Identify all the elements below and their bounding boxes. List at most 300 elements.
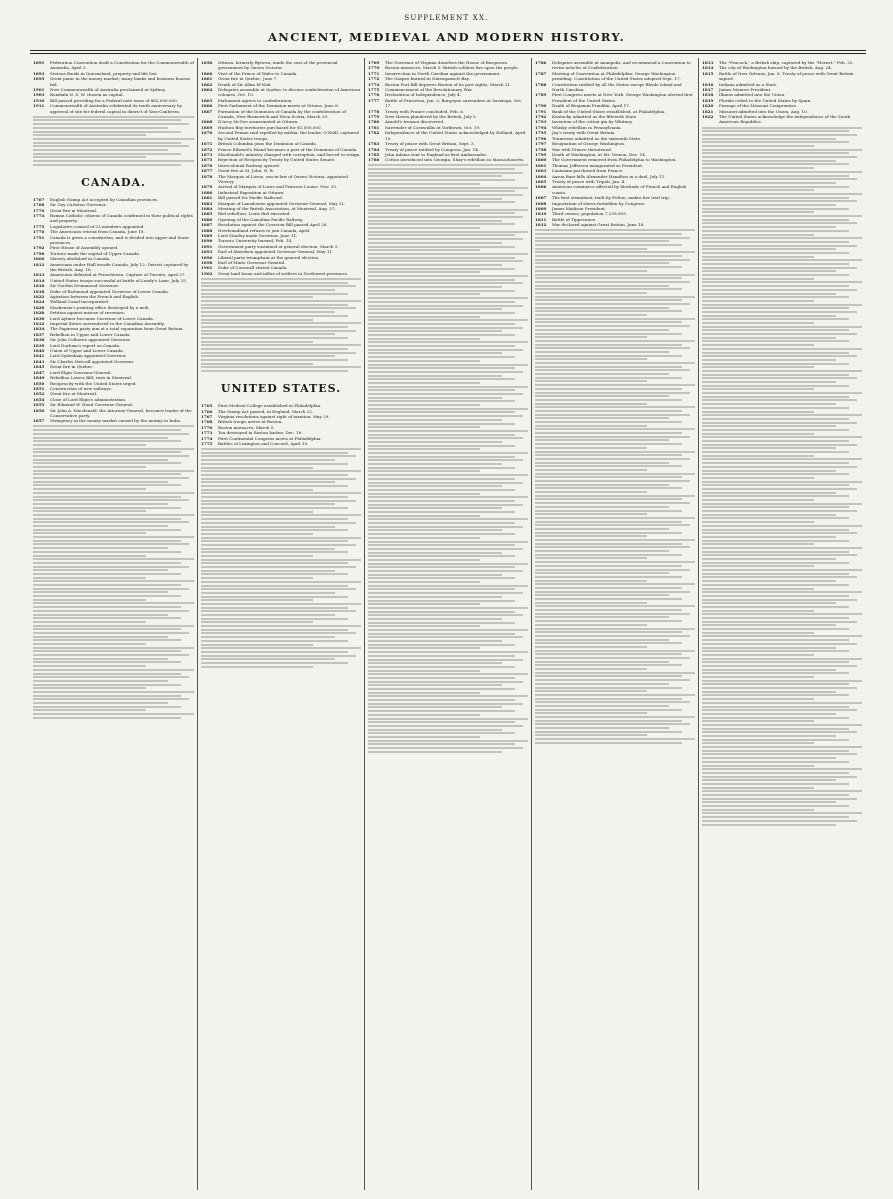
fine-print-line: [535, 495, 695, 497]
history-entry: [535, 71, 695, 82]
filler-text: [33, 425, 194, 718]
fine-print-line: [702, 363, 849, 365]
filler-text: [33, 116, 194, 166]
fine-print-line: [33, 142, 181, 144]
fine-print-line: [201, 363, 313, 365]
fine-print-line: [702, 706, 849, 708]
fine-print-line: [535, 594, 669, 596]
fine-print-line: [368, 441, 502, 443]
fine-print-line: [702, 381, 836, 383]
entry-text: First Congress meets at New York. George Washington elected first President of the United States.: [552, 92, 693, 103]
fine-print-line: [201, 614, 335, 616]
fine-print-line: [702, 466, 857, 468]
fine-print-line: [33, 606, 181, 608]
fine-print-line: [368, 625, 480, 627]
history-entry: [33, 76, 194, 87]
entry-year: 1777: [368, 97, 380, 103]
us-entries: [201, 403, 361, 446]
fine-print-line: [368, 312, 515, 314]
fine-print-line: [535, 675, 682, 677]
fine-print-line: [535, 237, 690, 239]
entry-text: James Monroe President.: [719, 87, 772, 93]
fine-print-line: [368, 751, 502, 753]
fine-print-line: [702, 742, 814, 744]
entry-text: Meeting of the British Association, at Montreal, Aug. 27.: [218, 205, 336, 211]
fine-print-line: [535, 373, 669, 375]
history-entry: [535, 184, 695, 195]
fine-print-line: [368, 231, 528, 233]
fine-print-line: [201, 496, 348, 498]
fine-print-line: [702, 621, 857, 623]
entry-text: The Stamp Act passed, in England, March 22.: [218, 408, 314, 414]
section-heading-united-states: UNITED STATES.: [220, 382, 342, 396]
column-5: [698, 58, 865, 1190]
fine-print-line: [33, 123, 189, 125]
entry-text: Delegates assemble at Quebec to discuss confederation of American colonies, Oct. 10.: [218, 87, 361, 98]
entry-text: United States troops successful at battle of Lundy's Lane, July 25.: [50, 277, 188, 283]
entry-year: 1872: [201, 146, 213, 152]
fine-print-line: [368, 552, 502, 554]
fine-print-line: [368, 172, 523, 174]
entry-text: Virginia resolutions against right of taxation, May 29.: [218, 413, 330, 419]
fine-print-line: [33, 632, 189, 634]
fine-print-line: [33, 584, 181, 586]
fine-print-line: [702, 713, 836, 715]
column-1: [30, 58, 197, 1190]
fine-print-line: [535, 307, 669, 309]
fine-print-line: [702, 388, 814, 390]
entry-year: 1870: [201, 130, 213, 136]
fine-print-line: [201, 296, 313, 298]
history-entry: [535, 82, 695, 93]
fine-print-line: [702, 470, 836, 472]
fine-print-line: [33, 595, 181, 597]
fine-print-line: [368, 740, 528, 742]
fine-print-line: [702, 337, 836, 339]
filler-text: [201, 448, 361, 668]
entry-text: Sir Edmund W. Head Governor-General.: [50, 402, 134, 408]
fine-print-line: [368, 482, 523, 484]
fine-print-line: [33, 160, 194, 162]
entry-text: Boston Port Bill deprives Boston of its port rights, March 31.: [385, 81, 512, 87]
entry-text: Great fire in Montreal.: [50, 207, 98, 213]
entry-year: 1798: [535, 146, 547, 152]
entry-year: 1818: [33, 288, 45, 294]
entry-year: 1781: [368, 124, 380, 130]
entry-text: Formation of the Dominion of Canada by the confederation of Canada, New Brunswick and Nova Scotia, March 29.: [218, 108, 346, 120]
fine-print-line: [368, 308, 502, 310]
fine-print-line: [368, 636, 523, 638]
fine-print-line: [201, 599, 313, 601]
fine-print-line: [535, 325, 690, 327]
fine-print-line: [702, 606, 849, 608]
fine-print-line: [702, 809, 814, 811]
fine-print-line: [201, 366, 361, 368]
fine-print-line: [702, 141, 849, 143]
fine-print-line: [702, 709, 857, 711]
fine-print-line: [702, 588, 814, 590]
fine-print-line: [33, 425, 194, 427]
fine-print-line: [535, 428, 695, 430]
entry-text: Earl of Minto Governor-General.: [218, 260, 286, 266]
entry-text: The Papineau party aim at a total separation from Great Britain.: [50, 326, 184, 332]
fine-print-line: [368, 522, 515, 524]
entry-year: 1769: [368, 60, 380, 65]
entry-year: 1800: [535, 157, 547, 163]
history-entry: [535, 92, 695, 103]
fine-print-line: [702, 624, 836, 626]
fine-print-line: [201, 337, 348, 339]
fine-print-line: [535, 554, 682, 556]
fine-print-line: [201, 474, 348, 476]
entry-text: Lord Durham's report on Canada.: [50, 342, 121, 348]
entry-text: Jay's treaty with Great Britain.: [552, 130, 616, 136]
history-entry: [535, 222, 695, 227]
fine-print-line: [702, 418, 849, 420]
fine-print-line: [702, 499, 814, 501]
fine-print-line: [702, 529, 849, 531]
entry-year: 1813: [702, 60, 714, 65]
entry-text: Insurrection in North Carolina against the government.: [385, 70, 501, 76]
fine-print-line: [368, 563, 528, 565]
fine-print-line: [33, 621, 146, 623]
fine-print-line: [33, 496, 181, 498]
fine-print-line: [368, 688, 515, 690]
fine-print-line: [33, 131, 181, 133]
entry-text: Lord Aylmer becomes Governor of Lower Canada.: [50, 315, 154, 321]
fine-print-line: [535, 484, 669, 486]
entry-text: Commencement of the Revolutionary War.: [385, 87, 473, 93]
fine-print-line: [201, 529, 348, 531]
entry-year: 1830: [33, 315, 45, 321]
fine-print-line: [368, 275, 528, 277]
fine-print-line: [702, 440, 849, 442]
fine-print-line: [535, 336, 647, 338]
fine-print-line: [33, 448, 194, 450]
entry-year: 1791: [535, 108, 547, 114]
fine-print-line: [33, 440, 181, 442]
entry-year: 1837: [33, 331, 45, 337]
fine-print-line: [702, 315, 836, 317]
fine-print-line: [702, 163, 849, 165]
entry-year: 1776: [33, 229, 45, 235]
fine-print-line: [201, 285, 356, 287]
fine-print-line: [33, 573, 181, 575]
fine-print-line: [201, 573, 348, 575]
entry-text: Federation Convention draft a Constitution for the Commonwealth of Australia, April 3.: [50, 60, 194, 71]
fine-print-line: [702, 562, 849, 564]
entry-text: Battle of Tippecanoe.: [552, 216, 597, 222]
fine-print-line: [201, 507, 348, 509]
fine-print-line: [702, 650, 849, 652]
fine-print-line: [33, 617, 181, 619]
fine-print-line: [702, 130, 849, 132]
fine-print-line: [201, 463, 348, 465]
entry-text: War declared against Great Britain, June 18.: [552, 222, 645, 228]
entry-text: Rejection of Reciprocity Treaty by United States Senate.: [218, 157, 336, 163]
filler-text: [702, 127, 862, 826]
fine-print-line: [702, 134, 857, 136]
fine-print-line: [201, 307, 356, 309]
fine-print-line: [33, 636, 168, 638]
entry-text: Toronto University burned, Feb. 14.: [218, 238, 293, 244]
fine-print-line: [535, 535, 647, 537]
entry-year: 1847: [33, 369, 45, 375]
fine-print-line: [368, 349, 523, 351]
entry-text: Reciprocity with the United States urged.: [50, 380, 137, 386]
entry-year: 1877: [201, 168, 213, 174]
fine-print-line: [368, 566, 515, 568]
fine-print-line: [535, 631, 682, 633]
fine-print-line: [368, 371, 523, 373]
fine-print-line: [702, 687, 857, 689]
fine-print-line: [535, 347, 690, 349]
fine-print-line: [33, 610, 189, 612]
entry-text: Invention of the cotton gin by Whitney.: [552, 119, 633, 125]
fine-print-line: [368, 470, 480, 472]
fine-print-line: [702, 281, 862, 283]
fine-print-line: [702, 366, 814, 368]
entry-text: Thomas Jefferson inaugurated as President.: [552, 162, 644, 168]
entry-text: Marquis of Lansdowne appointed Governor-General, May 21.: [218, 200, 346, 206]
history-entry: [201, 87, 361, 98]
fine-print-line: [702, 340, 849, 342]
entry-year: 1767: [33, 196, 45, 202]
entry-year: 1888: [201, 227, 213, 233]
fine-print-line: [368, 574, 502, 576]
fine-print-line: [201, 467, 313, 469]
fine-print-line: [368, 718, 528, 720]
fine-print-line: [33, 145, 189, 147]
filler-text: [201, 278, 361, 372]
fine-print-line: [368, 434, 515, 436]
fine-print-line: [702, 503, 862, 505]
fine-print-line: [368, 478, 515, 480]
entry-year: 1770: [368, 65, 380, 71]
fine-print-line: [201, 300, 361, 302]
fine-print-line: [201, 492, 361, 494]
entry-text: Surrender of Cornwallis at Yorktown, Oct. 19.: [385, 124, 481, 130]
fine-print-line: [702, 610, 814, 612]
fine-print-line: [368, 190, 515, 192]
fine-print-line: [535, 303, 690, 305]
fine-print-line: [535, 628, 695, 630]
fine-print-line: [702, 768, 862, 770]
fine-print-line: [702, 532, 857, 534]
fine-print-line: [368, 268, 515, 270]
entry-text: Treaty of peace ratified by Congress, Jan. 14.: [385, 146, 480, 152]
fine-print-line: [702, 720, 814, 722]
fine-print-line: [201, 455, 356, 457]
fine-print-line: [33, 639, 181, 641]
fine-print-line: [702, 473, 849, 475]
fine-print-line: [535, 620, 682, 622]
fine-print-line: [535, 679, 690, 681]
entry-year: 1773: [201, 430, 213, 436]
fine-print-line: [535, 362, 695, 364]
entry-text: Serious floods in Queensland, property and life lost.: [50, 70, 159, 76]
fine-print-line: [702, 197, 849, 199]
fine-print-line: [535, 583, 695, 585]
entry-year: 1814: [33, 277, 45, 283]
entry-year: 1898: [201, 260, 213, 266]
fine-print-line: [535, 576, 682, 578]
fine-print-line: [702, 433, 814, 435]
fine-print-line: [702, 455, 814, 457]
fine-print-line: [201, 503, 335, 505]
fine-print-line: [368, 670, 480, 672]
entry-text: Mackenzie's printing office destroyed by a mob.: [50, 304, 150, 310]
entry-year: 1775: [368, 87, 380, 93]
fine-print-line: [201, 489, 313, 491]
fine-print-line: [33, 566, 189, 568]
entry-text: Arrival of Marquis of Lorne and Princess Louise, Nov. 25.: [218, 184, 338, 190]
fine-print-line: [702, 694, 849, 696]
fine-print-line: [702, 278, 814, 280]
fine-print-line: [368, 327, 523, 329]
fine-print-line: [702, 591, 862, 593]
entry-text: American commerce affected by blockade of French and English coasts.: [552, 184, 687, 195]
entry-year: 1811: [535, 216, 547, 222]
fine-print-line: [702, 451, 849, 453]
fine-print-line: [702, 127, 862, 129]
entry-text: Treaty with France concluded, Feb. 6.: [385, 108, 465, 114]
fine-print-line: [33, 673, 181, 675]
entry-text: The Gaspee burned in Narragansett Bay.: [385, 76, 470, 82]
entry-year: 1780: [368, 119, 380, 125]
fine-print-line: [535, 513, 647, 515]
fine-print-line: [535, 650, 695, 652]
fine-print-line: [535, 321, 682, 323]
entry-year: 1858: [201, 60, 213, 65]
fine-print-line: [535, 539, 695, 541]
fine-print-line: [702, 805, 849, 807]
fine-print-line: [368, 386, 528, 388]
fine-print-line: [702, 757, 836, 759]
fine-print-line: [535, 443, 682, 445]
fine-print-line: [33, 555, 146, 557]
entry-year: 1771: [368, 70, 380, 76]
entry-year: 1765: [201, 403, 213, 409]
entry-year: 1893: [33, 70, 45, 76]
entry-text: New Haven plundered by the British, July 5.: [385, 114, 477, 120]
fine-print-line: [201, 662, 348, 664]
fine-print-line: [201, 326, 348, 328]
entry-year: 1868: [201, 119, 213, 125]
entry-text: Tennessee admitted as the sixteenth State.: [552, 135, 642, 141]
fine-print-line: [201, 555, 313, 557]
fine-print-line: [33, 525, 168, 527]
fine-print-line: [535, 738, 695, 740]
fine-print-line: [535, 310, 682, 312]
fine-print-line: [535, 399, 682, 401]
fine-print-line: [368, 581, 480, 583]
entry-year: 1791: [33, 234, 45, 240]
entry-text: Parliament agrees to confederation.: [218, 97, 293, 103]
entry-year: 1822: [702, 114, 714, 120]
entry-text: Cotton introduced into Georgia. Shay's rebellion in Massachusetts.: [385, 157, 525, 163]
fine-print-line: [535, 687, 682, 689]
entry-text: Industrial Exposition at Ottawa.: [218, 189, 285, 195]
column-4: [531, 58, 698, 1190]
fine-print-line: [702, 252, 849, 254]
entry-text: Newfoundland refuses to join Canada, April.: [218, 227, 311, 233]
us-entries-col3: [368, 60, 528, 163]
entry-text: Lord Stanley made Governor, June 11.: [218, 233, 298, 238]
entry-year: 1895: [33, 76, 45, 82]
fine-print-line: [702, 429, 849, 431]
entry-text: Battle of New Orleans, Jan. 8. Treaty of peace with Great Britain signed.: [719, 70, 854, 82]
entry-text: The "Peacock," a British ship, captured by the "Hornet," Feb. 25.: [719, 60, 854, 65]
entry-text: D'Arcy McGee assassinated at Ottawa.: [218, 119, 299, 125]
fine-print-line: [702, 311, 857, 313]
entry-year: 1788: [535, 81, 547, 87]
fine-print-line: [368, 474, 528, 476]
fine-print-line: [33, 149, 168, 151]
column-3: [364, 58, 531, 1190]
fine-print-line: [535, 569, 690, 571]
canada-entries: [33, 197, 194, 424]
fine-print-line: [368, 529, 502, 531]
fine-print-line: [535, 281, 690, 283]
fine-print-line: [33, 625, 194, 627]
fine-print-line: [33, 156, 146, 158]
fine-print-line: [702, 632, 814, 634]
entry-year: 1819: [702, 97, 714, 103]
fine-print-line: [702, 293, 836, 295]
fine-print-line: [201, 293, 348, 295]
fine-print-line: [33, 558, 194, 560]
fine-print-line: [368, 389, 515, 391]
fine-print-line: [33, 429, 181, 431]
entry-text: Visit of the Prince of Wales to Canada.: [218, 70, 298, 76]
fine-print-line: [535, 653, 682, 655]
fine-print-line: [201, 640, 348, 642]
entry-text: First Continental Congress meets at Philadelphia.: [218, 435, 322, 441]
fine-print-line: [368, 452, 528, 454]
fine-print-line: [368, 692, 480, 694]
fine-print-line: [535, 690, 647, 692]
fine-print-line: [535, 473, 695, 475]
entry-text: Bill passed for Pacific Railroad.: [218, 195, 284, 201]
entry-year: 1876: [201, 162, 213, 168]
fine-print-line: [702, 481, 862, 483]
entry-year: 1787: [535, 70, 547, 76]
entry-year: 1772: [368, 76, 380, 82]
fine-print-line: [201, 655, 356, 657]
fine-print-line: [201, 514, 361, 516]
fine-print-line: [368, 684, 502, 686]
fine-print-line: [535, 277, 682, 279]
entry-year: 1778: [368, 108, 380, 114]
fine-print-line: [201, 610, 356, 612]
entry-year: 1792: [33, 245, 45, 251]
fine-print-line: [535, 646, 647, 648]
fine-print-line: [368, 489, 515, 491]
fine-print-line: [535, 609, 682, 611]
entry-text: Death of Washington, at Mt. Vernon, Dec. 14.: [552, 151, 647, 157]
entry-year: 1890: [201, 238, 213, 244]
fine-print-line: [702, 717, 849, 719]
fine-print-line: [33, 599, 146, 601]
entry-text: British Columbia joins the Dominion of Canada.: [218, 141, 318, 147]
fine-print-line: [201, 537, 361, 539]
fine-print-line: [368, 533, 515, 535]
fine-print-line: [535, 635, 690, 637]
fine-print-line: [33, 451, 181, 453]
fine-print-line: [702, 436, 862, 438]
fine-print-line: [33, 577, 146, 579]
